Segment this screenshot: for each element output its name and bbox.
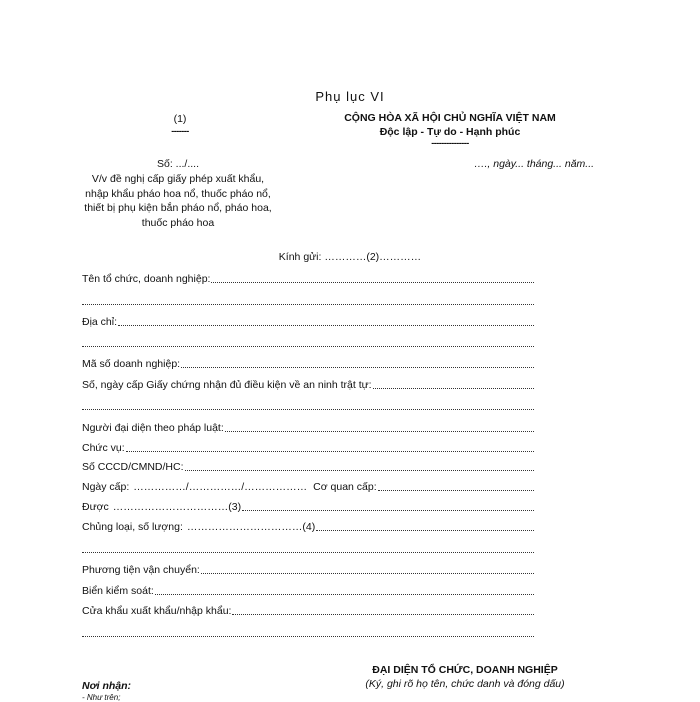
tax-code-row bbox=[82, 356, 534, 370]
security-cert-continuation-blank[interactable] bbox=[82, 406, 534, 410]
tax-code-blank[interactable] bbox=[181, 364, 534, 368]
address-continuation-blank[interactable] bbox=[82, 343, 534, 347]
document-number: Số: .../.... bbox=[156, 158, 199, 170]
type-quantity-label: Chủng loại, số lượng: bbox=[82, 521, 183, 533]
motto-rule: --------------- bbox=[431, 138, 469, 148]
recipients-first-item: - Như trên; bbox=[82, 693, 121, 702]
document-subject: V/v đề nghị cấp giấy phép xuất khẩu, nhập khẩu pháo hoa nổ, thuốc pháo nổ, thiết bị phụ kiện bắn pháo nổ, pháo hoa, thuốc pháo hoa bbox=[84, 173, 272, 229]
addressee: Kính gửi: …………(2)………… bbox=[278, 251, 422, 263]
legal-rep-blank[interactable] bbox=[225, 428, 534, 432]
signature-title: ĐẠI DIỆN TỔ CHỨC, DOANH NGHIỆP bbox=[372, 664, 558, 676]
address-row bbox=[82, 314, 534, 328]
country-name: CỘNG HÒA XÃ HỘI CHỦ NGHĨA VIỆT NAM bbox=[344, 112, 556, 124]
border-gate-continuation-row bbox=[82, 625, 534, 639]
address-blank[interactable] bbox=[118, 322, 534, 326]
border-gate-row bbox=[82, 603, 534, 617]
border-gate-label: Cửa khẩu xuất khẩu/nhập khẩu: bbox=[82, 605, 232, 617]
security-cert-row bbox=[82, 377, 534, 391]
tax-code-label: Mã số doanh nghiệp: bbox=[82, 358, 181, 370]
org-name-row bbox=[82, 271, 534, 285]
org-name-blank[interactable] bbox=[211, 279, 534, 283]
org-name-label: Tên tổ chức, doanh nghiệp: bbox=[82, 273, 211, 285]
border-gate-continuation-blank[interactable] bbox=[82, 633, 534, 637]
vehicle-blank[interactable] bbox=[201, 570, 534, 574]
national-motto: Độc lập - Tự do - Hạnh phúc bbox=[379, 126, 521, 138]
issuer-rule: ------- bbox=[171, 126, 189, 136]
plate-label: Biển kiểm soát: bbox=[82, 585, 154, 597]
issue-date-blank[interactable]: ……………/……………/……………… bbox=[133, 481, 308, 493]
position-row bbox=[82, 440, 534, 454]
org-name-continuation-blank[interactable] bbox=[82, 301, 534, 305]
signature-note: (Ký, ghi rõ họ tên, chức danh và đóng dấu) bbox=[365, 678, 565, 690]
issuing-agency-label: Cơ quan cấp: bbox=[313, 481, 377, 493]
type-quantity-blank[interactable]: ……………………………(4) bbox=[186, 521, 316, 533]
legal-rep-label: Người đại diện theo pháp luật: bbox=[82, 422, 224, 434]
page-title: Phụ lục VI bbox=[315, 89, 385, 104]
plate-blank[interactable] bbox=[155, 591, 534, 595]
permitted-blank[interactable]: ……………………………(3) bbox=[112, 501, 242, 513]
recipients-label: Nơi nhận: bbox=[82, 680, 132, 692]
position-label: Chức vụ: bbox=[82, 442, 125, 454]
date-line: …., ngày... tháng... năm... bbox=[474, 158, 595, 170]
vehicle-label: Phương tiện vận chuyển: bbox=[82, 564, 200, 576]
issue-date-label: Ngày cấp: bbox=[82, 481, 130, 493]
type-quantity-continuation-blank[interactable] bbox=[82, 549, 534, 553]
permitted-trailing-blank[interactable] bbox=[242, 507, 534, 511]
vehicle-row bbox=[82, 562, 534, 576]
permitted-label: Được bbox=[82, 501, 109, 513]
id-number-row bbox=[82, 459, 534, 473]
address-continuation-row bbox=[82, 335, 534, 349]
position-blank[interactable] bbox=[126, 448, 534, 452]
legal-rep-row bbox=[82, 420, 534, 434]
security-cert-continuation-row bbox=[82, 398, 534, 412]
security-cert-blank[interactable] bbox=[373, 385, 534, 389]
id-number-label: Số CCCD/CMND/HC: bbox=[82, 461, 184, 473]
issuer-number: (1) bbox=[173, 113, 187, 125]
border-gate-blank[interactable] bbox=[232, 611, 534, 615]
permitted-row bbox=[82, 499, 534, 513]
issuing-agency-blank[interactable] bbox=[378, 487, 534, 491]
org-name-continuation-row bbox=[82, 293, 534, 307]
security-cert-label: Số, ngày cấp Giấy chứng nhận đủ điều kiện về an ninh trật tự: bbox=[82, 379, 372, 391]
type-quantity-row bbox=[82, 519, 534, 533]
type-quantity-continuation-row bbox=[82, 541, 534, 555]
type-quantity-trailing-blank[interactable] bbox=[316, 527, 534, 531]
address-label: Địa chỉ: bbox=[82, 316, 118, 328]
issue-date-row bbox=[82, 479, 534, 493]
id-number-blank[interactable] bbox=[185, 467, 534, 471]
plate-row bbox=[82, 583, 534, 597]
